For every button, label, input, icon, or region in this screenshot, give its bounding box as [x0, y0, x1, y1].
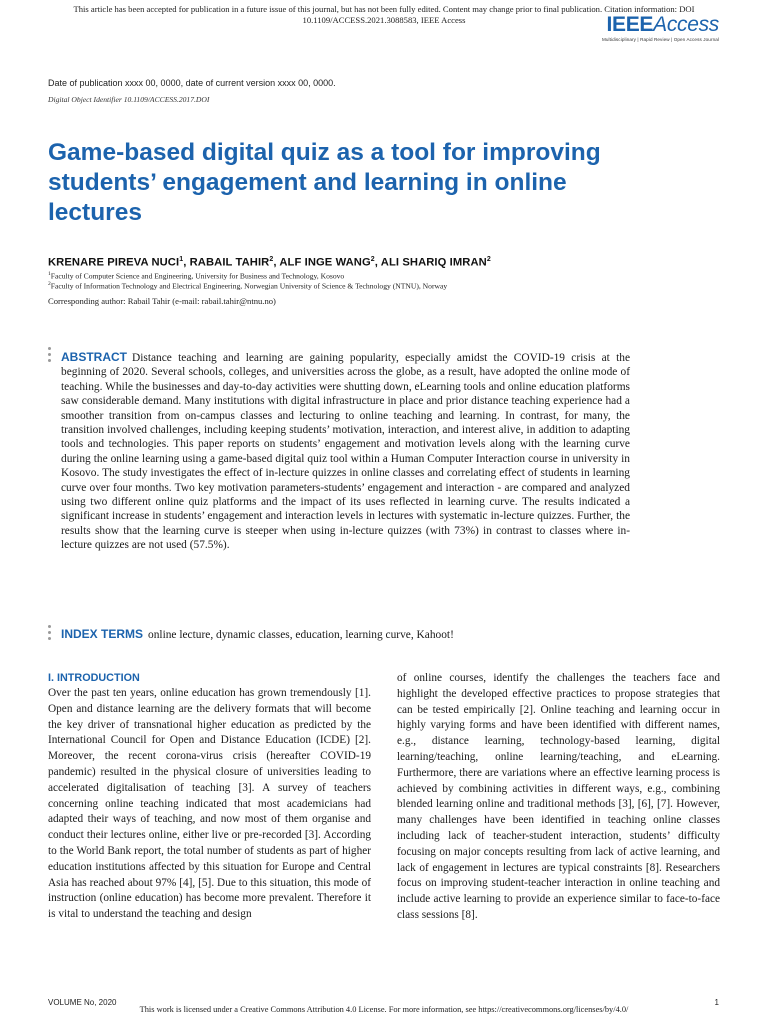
author-affil-mark: 1 — [179, 256, 184, 263]
abstract-text: Distance teaching and learning are gaining popularity, especially amidst the COVID-19 crisis at the beginning of 2020. Several schools, colleges, and universities across the globe, as a result, have adopted the online mode of teaching. While the businesses and day-to-day activities were shutting down, eLearning tools and online education platforms saw considerable demand. Many institutions with digital infrastructure in place and prior distance teaching experience had a smoother transition from on-campus classes and lecturing to online teaching and learning. In contrast, for many, the transition involved challenges, including keeping students’ motivation, interaction, and interest alive, in addition to adapting tools and technologies. This paper reports on students’ engagement and motivation levels along with the learning curve during the online learning using a game-based digital quiz tool within a Human Computer Interaction course in university in Kosovo. The study investigates the effect of in-lecture quizzes in online classes and correlating effect of students in learning curve over four months. Two key motivation parameters-students’ engagement and interaction - are compared and analyzed using two different online quiz platforms and the impact of its uses reflected in learning curve. The results indicated a significant increase in students’ engagement and interaction levels in lectures with systematic in-lecture quizzes. Further, the results show that the learning curve is steeper when using in-lecture quizzes (with 73%) in contrast to classes where in-lecture quizzes are not used (57.5%). — [61, 352, 630, 552]
affiliation-text: Faculty of Information Technology and Electrical Engineering, Norwegian University of Science & Technology (NTNU), Norway — [50, 281, 448, 291]
corresponding-author: Corresponding author: Rabail Tahir (e-mail: rabail.tahir@ntnu.no) — [48, 296, 276, 306]
abstract — [61, 350, 630, 553]
author-affil-mark: 2 — [370, 256, 375, 263]
index-terms-text: online lecture, dynamic classes, education, learning curve, Kahoot! — [148, 629, 454, 641]
index-terms-label: INDEX TERMS — [61, 627, 144, 641]
doi-line: Digital Object Identifier 10.1109/ACCESS.2017.DOI — [48, 95, 210, 104]
column-left — [48, 671, 371, 923]
abstract-label: ABSTRACT — [61, 350, 127, 364]
affiliation-mark: 2 — [48, 281, 51, 287]
author-name: ALI SHARIQ IMRAN — [380, 256, 487, 269]
author-name: RABAIL TAHIR — [189, 256, 270, 269]
paper-title: Game-based digital quiz as a tool for improving students’ engagement and learning in online lectures — [48, 139, 601, 226]
index-terms-dots-icon — [48, 625, 52, 643]
page-number: 1 — [714, 998, 719, 1007]
affiliation-1 — [48, 270, 344, 281]
author-affil-mark: 2 — [486, 256, 491, 263]
affiliation-text: Faculty of Computer Science and Engineering, University for Business and Technology, Kosovo — [50, 271, 345, 281]
affiliation-mark: 1 — [48, 271, 51, 277]
author-affil-mark: 2 — [269, 256, 274, 263]
intro-paragraph-right: of online courses, identify the challenges the teachers face and highlight the developed effective practices to propose strategies that can be tested empirically [2]. Online teaching and learning occur in highly varying forms and have been identified with different names, e.g., distance learning, technology-based learning, digital learning/teaching, online learning/teaching, and eLearning. Furthermore, there are variations where an effective learning process is achieved by combining activities in different ways, e.g., combining blended learning online and traditional methods [3], [6], [7]. However, many challenges have been identified in teaching online classes including lack of teacher-student interaction, students’ difficulty focusing on major concepts resulting from lack of active learning, and lack of engagement in lectures are typical constraints [8]. Researchers focus on improving student-teacher interaction in online teaching and include active learning to provide an experience similar to face-to-face class sessions [8]. — [397, 672, 720, 921]
footer-volume: VOLUME No, 2020 — [48, 998, 117, 1007]
banner-line-1: This article has been accepted for publication in a future issue of this journal, but has not been fully edited. Content may change prior to final publication. Citation information: DOI — [73, 4, 695, 14]
logo-access: Access — [653, 13, 719, 36]
section-heading: I. INTRODUCTION — [48, 672, 140, 684]
logo-tagline: Multidisciplinary | Rapid Review | Open Access Journal — [601, 37, 719, 42]
logo-wordmark — [602, 14, 719, 36]
author-separator: , — [273, 256, 280, 269]
license-notice: This work is licensed under a Creative Commons Attribution 4.0 License. For more information, see https://creativecommons.org/licenses/by/4.0/ — [139, 1005, 629, 1014]
index-terms — [61, 627, 630, 642]
affiliation-2 — [48, 280, 447, 291]
publication-date: Date of publication xxxx 00, 0000, date of current version xxxx 00, 0000. — [48, 78, 336, 88]
ieee-access-logo — [602, 14, 719, 43]
logo-ieee: IEEE — [606, 13, 654, 36]
intro-paragraph-left: Over the past ten years, online education has grown tremendously [1]. Open and distance learning are the delivery formats that will become the key driver of transnational higher education as predicted by the International Council for Open and Distance Education (ICDE) [2]. Moreover, the recent corona-virus crisis (hereafter COVID-19 pandemic) resulted in the physical closure of universities leading to accelerated digitalisation of teaching [3]. A survey of teachers concerning online teaching indicated that most academicians had adapted their ways of teaching, and now most of them organise and conduct their lectures online, either live or pre-recorded [3]. According to the World Bank report, the total number of students as part of higher education institutions affected by this situation for Europe and Central Asia has reached about 97% [4], [5]. Due to this situation, this mode of instruction (online education) has become more prevalent. Therefore it is vital to understand the teaching and design — [48, 687, 371, 921]
abstract-dots-icon — [48, 347, 52, 365]
author-name: KRENARE PIREVA NUCI — [48, 256, 180, 269]
author-name: ALF INGE WANG — [279, 256, 371, 269]
author-separator: , — [183, 256, 190, 269]
banner-line-2: 10.1109/ACCESS.2021.3088583, IEEE Access — [302, 15, 466, 25]
author-list — [48, 256, 491, 269]
column-right — [397, 671, 720, 924]
author-separator: , — [374, 256, 381, 269]
